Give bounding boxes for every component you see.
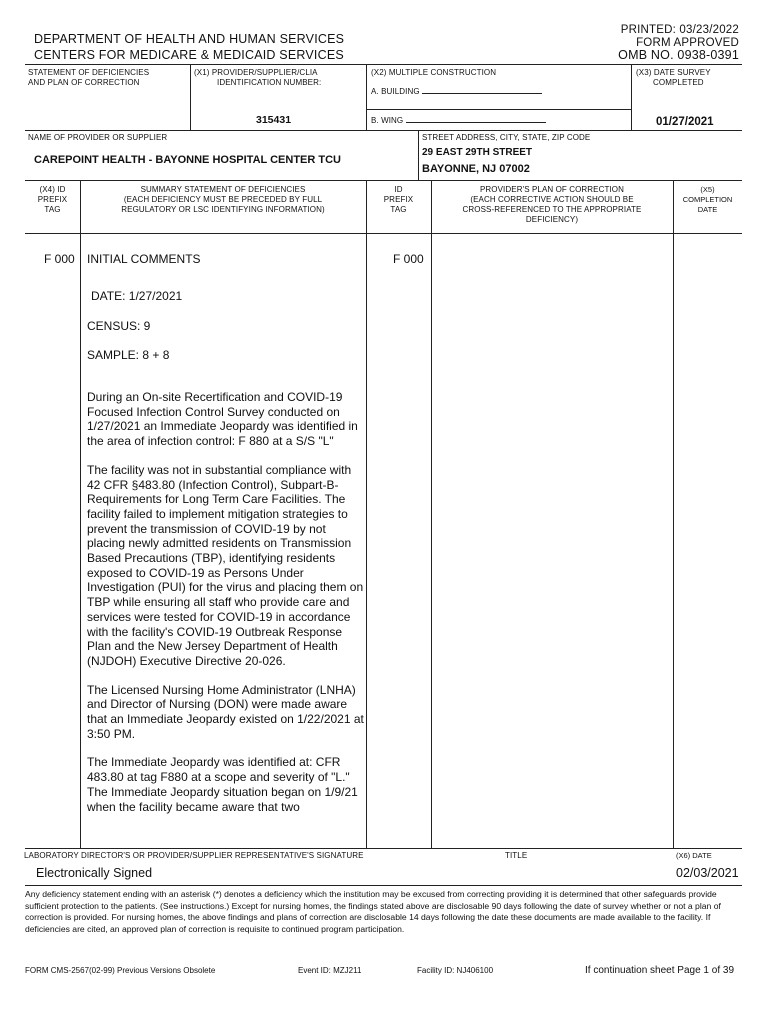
col-plan-line3: CROSS-REFERENCED TO THE APPROPRIATE bbox=[462, 205, 642, 214]
address-label: STREET ADDRESS, CITY, STATE, ZIP CODE bbox=[422, 133, 591, 142]
facility-id: Facility ID: NJ406100 bbox=[417, 966, 494, 975]
frame-col-header-bottom bbox=[25, 233, 742, 234]
frame-row2-bottom bbox=[25, 180, 742, 181]
frame-top-line bbox=[25, 64, 742, 65]
statement-label-1: STATEMENT OF DEFICIENCIES bbox=[28, 68, 150, 77]
divider-x2 bbox=[366, 64, 367, 130]
divider-x3 bbox=[631, 64, 632, 130]
paragraph-ij-identification: The Immediate Jeopardy was identified at: CFR 483.80 at tag F880 at a scope and severity of "L." The Immediate Jeopardy situation began on 1/9/21 when the facility became aware that two bbox=[87, 755, 358, 814]
col-summary-line1: SUMMARY STATEMENT OF DEFICIENCIES bbox=[140, 185, 306, 194]
sample-line: SAMPLE: 8 + 8 bbox=[87, 348, 170, 362]
x1-label-1: (X1) PROVIDER/SUPPLIER/CLIA bbox=[194, 68, 318, 77]
col-x5-header bbox=[673, 185, 742, 215]
col-plan-line2: (EACH CORRECTIVE ACTION SHOULD BE bbox=[470, 195, 634, 204]
paragraph-administrator-notice: The Licensed Nursing Home Administrator (LNHA) and Director of Nursing (DON) were made aware that an Immediate Jeopardy existed on 1/22/2021 at 3:50 PM. bbox=[87, 682, 364, 741]
col-x4-line2: PREFIX bbox=[37, 195, 68, 204]
x3-label-2: COMPLETED bbox=[653, 78, 704, 87]
col-x5-line1: (X5) bbox=[700, 185, 715, 194]
divider-address bbox=[418, 130, 419, 180]
section-heading: INITIAL COMMENTS bbox=[87, 252, 201, 266]
form-number: FORM CMS-2567(02-99) Previous Versions Obsolete bbox=[25, 966, 216, 975]
form-approved: FORM APPROVED bbox=[636, 37, 739, 49]
col-divider-1 bbox=[80, 180, 81, 848]
col-summary-line3: REGULATORY OR LSC IDENTIFYING INFORMATION) bbox=[121, 205, 325, 214]
col-plan-line1: PROVIDER'S PLAN OF CORRECTION bbox=[479, 185, 624, 194]
city-state-zip: BAYONNE, NJ 07002 bbox=[422, 163, 530, 175]
x3-label-1: (X3) DATE SURVEY bbox=[636, 68, 711, 77]
col-id-line2: PREFIX bbox=[383, 195, 414, 204]
x1-label-2: IDENTIFICATION NUMBER: bbox=[217, 78, 322, 87]
col-x4-line1: (X4) ID bbox=[39, 185, 66, 194]
x2-wing bbox=[371, 113, 546, 126]
frame-body-bottom bbox=[25, 848, 742, 849]
right-prefix-tag: F 000 bbox=[393, 252, 424, 266]
deficiency-narrative bbox=[87, 390, 367, 828]
x6-date-label: (X6) DATE bbox=[676, 851, 712, 860]
col-id-header bbox=[366, 185, 431, 215]
col-summary-line2: (EACH DEFICIENCY MUST BE PRECEDED BY FULL bbox=[123, 195, 323, 204]
census-line: CENSUS: 9 bbox=[87, 319, 151, 333]
divider-building-wing bbox=[366, 109, 631, 110]
department-title: DEPARTMENT OF HEALTH AND HUMAN SERVICES bbox=[34, 32, 345, 46]
disclaimer-text: Any deficiency statement ending with an asterisk (*) denotes a deficiency which the institution may be excused from correcting providing it is determined that other safeguards provide sufficient protection to the patients. (See instructions.) Except for nursing homes, the findings stated above are disclosable 90 days following the date of survey whether or not a plan of correction is provided. For nursing homes, the above findings and plans of correction are disclosable 14 days following the date these documents are made available to the facility. If deficiencies are cited, an approved plan of correction is requisite to continued program participation. bbox=[25, 889, 721, 934]
col-x5-line3: DATE bbox=[697, 205, 718, 214]
col-id-line3: TAG bbox=[390, 205, 407, 214]
event-id: Event ID: MZJ211 bbox=[298, 966, 362, 975]
title-label: TITLE bbox=[505, 851, 528, 860]
wing-blank bbox=[406, 113, 546, 123]
col-divider-3 bbox=[431, 180, 432, 848]
signature-label: LABORATORY DIRECTOR'S OR PROVIDER/SUPPLIER REPRESENTATIVE'S SIGNATURE bbox=[24, 851, 364, 860]
col-x5-line2: COMPLETION bbox=[682, 195, 733, 204]
frame-row1-bottom bbox=[25, 130, 742, 131]
survey-date-line: DATE: 1/27/2021 bbox=[91, 289, 183, 303]
col-divider-4 bbox=[673, 180, 674, 848]
statement-label-2: AND PLAN OF CORRECTION bbox=[28, 78, 140, 87]
x6-date-value: 02/03/2021 bbox=[676, 866, 739, 880]
provider-name: CAREPOINT HEALTH - BAYONNE HOSPITAL CENTER TCU bbox=[34, 154, 341, 166]
paragraph-immediate-jeopardy: During an On-site Recertification and COVID-19 Focused Infection Control Survey conducted on 1/27/2021 an Immediate Jeopardy was identified in the area of infection control: F 880 at a S/S "L" bbox=[87, 390, 358, 449]
omb-number: OMB NO. 0938-0391 bbox=[618, 48, 739, 62]
x2-label: (X2) MULTIPLE CONSTRUCTION bbox=[371, 68, 497, 77]
frame-signature-bottom bbox=[25, 885, 742, 886]
page-indicator: If continuation sheet Page 1 of 39 bbox=[585, 965, 734, 976]
col-plan-line4: DEFICIENCY) bbox=[525, 215, 579, 224]
signature-value: Electronically Signed bbox=[36, 866, 153, 880]
col-x4-line3: TAG bbox=[44, 205, 61, 214]
survey-completed-date: 01/27/2021 bbox=[656, 116, 714, 128]
col-plan-header bbox=[431, 185, 673, 225]
centers-title: CENTERS FOR MEDICARE & MEDICAID SERVICES bbox=[34, 48, 344, 62]
col-x4-header bbox=[25, 185, 80, 215]
printed-date: PRINTED: 03/23/2022 bbox=[620, 24, 739, 36]
divider-x1 bbox=[190, 64, 191, 130]
building-label: A. BUILDING bbox=[371, 87, 420, 96]
col-summary-header bbox=[80, 185, 366, 215]
provider-name-label: NAME OF PROVIDER OR SUPPLIER bbox=[28, 133, 168, 142]
x2-building bbox=[371, 84, 542, 97]
wing-label: B. WING bbox=[371, 116, 404, 125]
left-prefix-tag: F 000 bbox=[44, 252, 75, 266]
building-blank bbox=[422, 84, 542, 94]
street-address: 29 EAST 29TH STREET bbox=[422, 147, 533, 158]
provider-id-number: 315431 bbox=[256, 114, 292, 126]
col-id-line1: ID bbox=[394, 185, 403, 194]
paragraph-noncompliance: The facility was not in substantial compliance with 42 CFR §483.80 (Infection Control), Subpart-B-Requirements for Long Term Care Facilities. The facility failed to implement mitigation strategies to prevent the transmission of COVID-19 by not placing newly admitted residents on Transmission Based Precautions (TBP), identifying residents exposed to COVID-19 as Persons Under Investigation (PUI) for the virus and placing them on TBP while ensuring all staff who provide care and services were tested for COVID-19 in accordance with the facility's COVID-19 Outbreak Response Plan and the New Jersey Department of Health (NJDOH) Executive Directive 20-026. bbox=[87, 462, 364, 668]
